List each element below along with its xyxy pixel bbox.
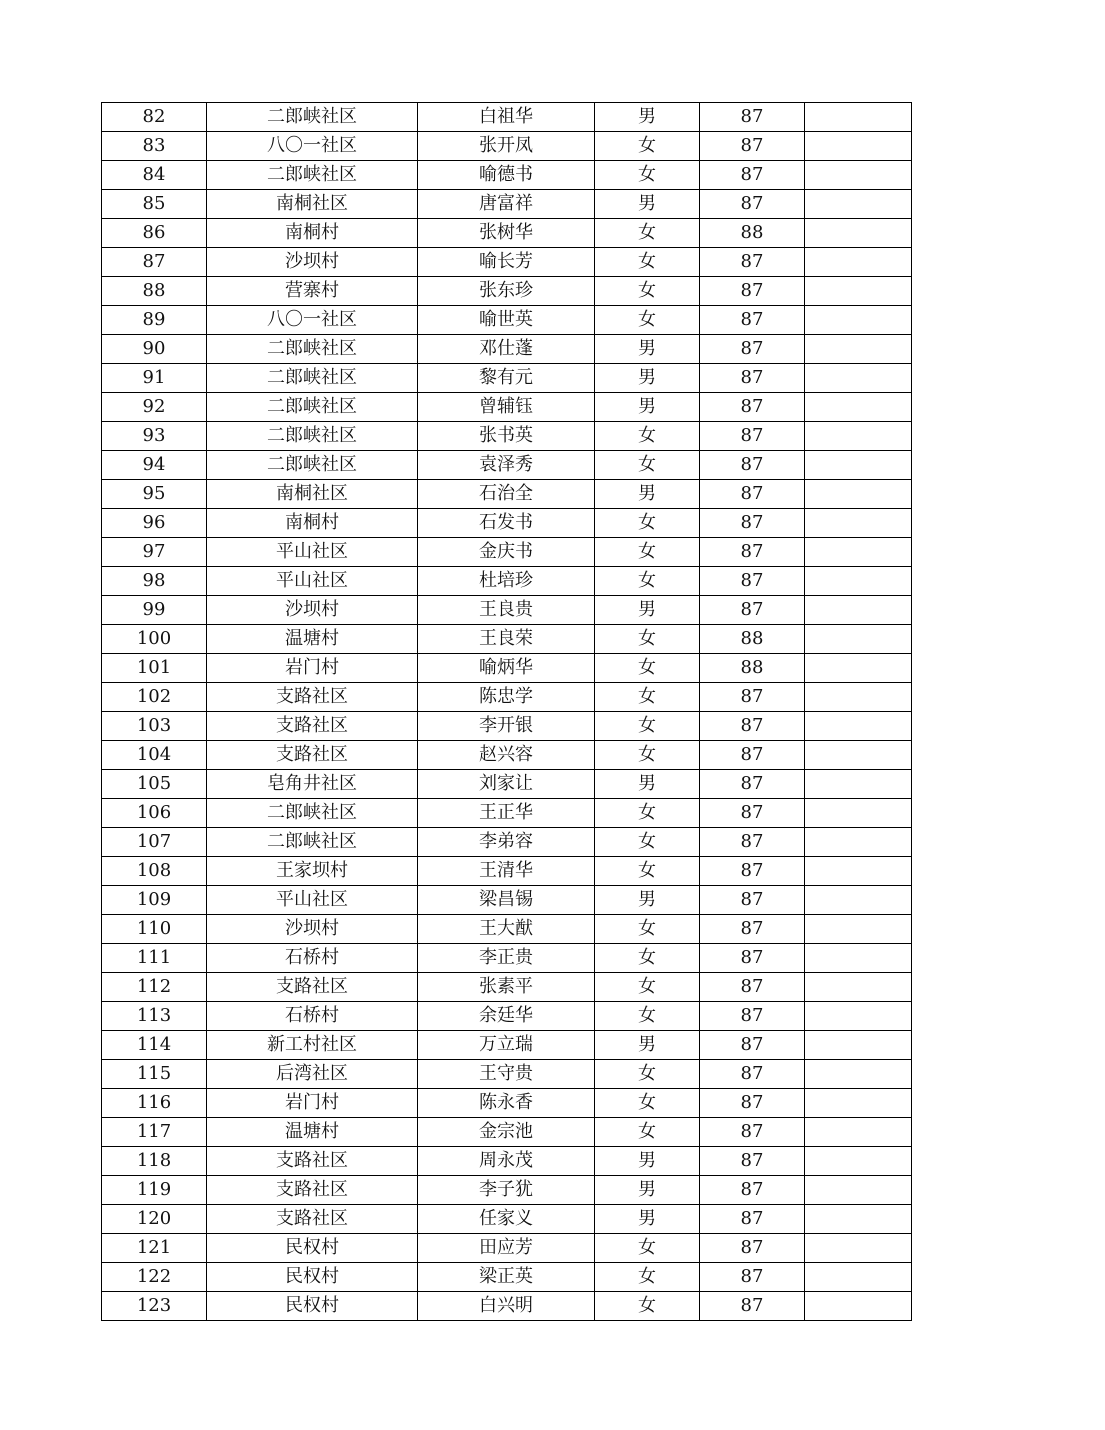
- sex-cell: 女: [595, 1118, 700, 1147]
- age-cell: 87: [700, 973, 805, 1002]
- table-row: [102, 538, 912, 567]
- sex-cell: 男: [595, 886, 700, 915]
- age-cell: 87: [700, 306, 805, 335]
- name-cell: 喻长芳: [418, 248, 595, 277]
- age-cell: 87: [700, 248, 805, 277]
- community-cell: 石桥村: [207, 1002, 418, 1031]
- name-cell: 王良贵: [418, 596, 595, 625]
- age-cell: 87: [700, 1031, 805, 1060]
- sex-cell: 女: [595, 219, 700, 248]
- name-cell: 杜培珍: [418, 567, 595, 596]
- serial-number-cell: 96: [102, 509, 207, 538]
- sex-cell: 女: [595, 248, 700, 277]
- note-cell: [805, 451, 912, 480]
- community-cell: 沙坝村: [207, 596, 418, 625]
- serial-number-cell: 119: [102, 1176, 207, 1205]
- note-cell: [805, 1263, 912, 1292]
- serial-number-cell: 102: [102, 683, 207, 712]
- sex-cell: 女: [595, 538, 700, 567]
- serial-number-cell: 121: [102, 1234, 207, 1263]
- note-cell: [805, 422, 912, 451]
- name-cell: 金庆书: [418, 538, 595, 567]
- name-cell: 陈永香: [418, 1089, 595, 1118]
- name-cell: 李开银: [418, 712, 595, 741]
- note-cell: [805, 190, 912, 219]
- community-cell: 二郎峡社区: [207, 393, 418, 422]
- table-row: [102, 625, 912, 654]
- note-cell: [805, 1234, 912, 1263]
- note-cell: [805, 886, 912, 915]
- table-row: [102, 190, 912, 219]
- sex-cell: 男: [595, 596, 700, 625]
- serial-number-cell: 122: [102, 1263, 207, 1292]
- age-cell: 87: [700, 335, 805, 364]
- community-cell: 平山社区: [207, 538, 418, 567]
- table-row: [102, 219, 912, 248]
- name-cell: 周永茂: [418, 1147, 595, 1176]
- serial-number-cell: 94: [102, 451, 207, 480]
- serial-number-cell: 104: [102, 741, 207, 770]
- sex-cell: 男: [595, 770, 700, 799]
- note-cell: [805, 161, 912, 190]
- table-row: [102, 103, 912, 132]
- table-row: [102, 480, 912, 509]
- table-row: [102, 567, 912, 596]
- sex-cell: 男: [595, 190, 700, 219]
- sex-cell: 女: [595, 451, 700, 480]
- note-cell: [805, 1031, 912, 1060]
- table-row: [102, 857, 912, 886]
- community-cell: 王家坝村: [207, 857, 418, 886]
- age-cell: 87: [700, 944, 805, 973]
- name-cell: 张开凤: [418, 132, 595, 161]
- name-cell: 唐富祥: [418, 190, 595, 219]
- table-row: [102, 422, 912, 451]
- roster-table-body: [102, 103, 912, 1321]
- name-cell: 李弟容: [418, 828, 595, 857]
- sex-cell: 男: [595, 1031, 700, 1060]
- community-cell: 二郎峡社区: [207, 451, 418, 480]
- table-row: [102, 1205, 912, 1234]
- name-cell: 白祖华: [418, 103, 595, 132]
- serial-number-cell: 87: [102, 248, 207, 277]
- table-row: [102, 1002, 912, 1031]
- table-row: [102, 248, 912, 277]
- name-cell: 余廷华: [418, 1002, 595, 1031]
- name-cell: 喻德书: [418, 161, 595, 190]
- serial-number-cell: 111: [102, 944, 207, 973]
- serial-number-cell: 85: [102, 190, 207, 219]
- note-cell: [805, 828, 912, 857]
- age-cell: 87: [700, 567, 805, 596]
- sex-cell: 男: [595, 480, 700, 509]
- community-cell: 支路社区: [207, 741, 418, 770]
- name-cell: 石治全: [418, 480, 595, 509]
- community-cell: 民权村: [207, 1292, 418, 1321]
- table-row: [102, 509, 912, 538]
- community-cell: 沙坝村: [207, 248, 418, 277]
- name-cell: 王清华: [418, 857, 595, 886]
- name-cell: 邓仕蓬: [418, 335, 595, 364]
- age-cell: 87: [700, 770, 805, 799]
- age-cell: 87: [700, 509, 805, 538]
- sex-cell: 女: [595, 1292, 700, 1321]
- table-row: [102, 741, 912, 770]
- sex-cell: 女: [595, 828, 700, 857]
- table-row: [102, 886, 912, 915]
- sex-cell: 女: [595, 1234, 700, 1263]
- age-cell: 87: [700, 538, 805, 567]
- name-cell: 万立瑞: [418, 1031, 595, 1060]
- serial-number-cell: 83: [102, 132, 207, 161]
- age-cell: 87: [700, 1002, 805, 1031]
- age-cell: 88: [700, 625, 805, 654]
- name-cell: 袁泽秀: [418, 451, 595, 480]
- note-cell: [805, 1205, 912, 1234]
- table-row: [102, 1118, 912, 1147]
- sex-cell: 女: [595, 161, 700, 190]
- serial-number-cell: 103: [102, 712, 207, 741]
- age-cell: 87: [700, 799, 805, 828]
- name-cell: 王正华: [418, 799, 595, 828]
- community-cell: 支路社区: [207, 712, 418, 741]
- age-cell: 88: [700, 654, 805, 683]
- sex-cell: 女: [595, 306, 700, 335]
- name-cell: 金宗池: [418, 1118, 595, 1147]
- note-cell: [805, 1002, 912, 1031]
- name-cell: 李正贵: [418, 944, 595, 973]
- serial-number-cell: 99: [102, 596, 207, 625]
- sex-cell: 女: [595, 683, 700, 712]
- serial-number-cell: 98: [102, 567, 207, 596]
- table-row: [102, 799, 912, 828]
- community-cell: 民权村: [207, 1234, 418, 1263]
- note-cell: [805, 132, 912, 161]
- serial-number-cell: 108: [102, 857, 207, 886]
- age-cell: 87: [700, 857, 805, 886]
- sex-cell: 女: [595, 1089, 700, 1118]
- community-cell: 支路社区: [207, 1176, 418, 1205]
- table-row: [102, 277, 912, 306]
- note-cell: [805, 248, 912, 277]
- name-cell: 张素平: [418, 973, 595, 1002]
- table-row: [102, 915, 912, 944]
- community-cell: 温塘村: [207, 1118, 418, 1147]
- age-cell: 87: [700, 422, 805, 451]
- community-cell: 二郎峡社区: [207, 103, 418, 132]
- table-row: [102, 161, 912, 190]
- community-cell: 营寨村: [207, 277, 418, 306]
- note-cell: [805, 973, 912, 1002]
- note-cell: [805, 509, 912, 538]
- table-row: [102, 132, 912, 161]
- sex-cell: 女: [595, 799, 700, 828]
- name-cell: 黎有元: [418, 364, 595, 393]
- note-cell: [805, 770, 912, 799]
- age-cell: 87: [700, 741, 805, 770]
- age-cell: 87: [700, 1263, 805, 1292]
- serial-number-cell: 88: [102, 277, 207, 306]
- name-cell: 张树华: [418, 219, 595, 248]
- community-cell: 二郎峡社区: [207, 161, 418, 190]
- age-cell: 87: [700, 103, 805, 132]
- name-cell: 赵兴容: [418, 741, 595, 770]
- sex-cell: 女: [595, 654, 700, 683]
- name-cell: 田应芳: [418, 1234, 595, 1263]
- table-row: [102, 1176, 912, 1205]
- note-cell: [805, 480, 912, 509]
- serial-number-cell: 89: [102, 306, 207, 335]
- age-cell: 87: [700, 1176, 805, 1205]
- sex-cell: 女: [595, 132, 700, 161]
- table-row: [102, 364, 912, 393]
- serial-number-cell: 92: [102, 393, 207, 422]
- note-cell: [805, 1147, 912, 1176]
- age-cell: 87: [700, 596, 805, 625]
- serial-number-cell: 84: [102, 161, 207, 190]
- name-cell: 陈忠学: [418, 683, 595, 712]
- serial-number-cell: 116: [102, 1089, 207, 1118]
- age-cell: 87: [700, 1147, 805, 1176]
- name-cell: 李子犹: [418, 1176, 595, 1205]
- serial-number-cell: 101: [102, 654, 207, 683]
- age-cell: 88: [700, 219, 805, 248]
- note-cell: [805, 857, 912, 886]
- serial-number-cell: 82: [102, 103, 207, 132]
- note-cell: [805, 741, 912, 770]
- sex-cell: 女: [595, 422, 700, 451]
- sex-cell: 男: [595, 393, 700, 422]
- note-cell: [805, 1176, 912, 1205]
- note-cell: [805, 625, 912, 654]
- sex-cell: 女: [595, 509, 700, 538]
- serial-number-cell: 105: [102, 770, 207, 799]
- sex-cell: 女: [595, 944, 700, 973]
- note-cell: [805, 683, 912, 712]
- table-row: [102, 451, 912, 480]
- serial-number-cell: 113: [102, 1002, 207, 1031]
- community-cell: 南桐社区: [207, 190, 418, 219]
- note-cell: [805, 335, 912, 364]
- community-cell: 南桐村: [207, 219, 418, 248]
- table-row: [102, 1292, 912, 1321]
- serial-number-cell: 86: [102, 219, 207, 248]
- table-row: [102, 306, 912, 335]
- note-cell: [805, 712, 912, 741]
- age-cell: 87: [700, 1234, 805, 1263]
- table-row: [102, 944, 912, 973]
- community-cell: 岩门村: [207, 654, 418, 683]
- community-cell: 支路社区: [207, 1147, 418, 1176]
- community-cell: 皂角井社区: [207, 770, 418, 799]
- name-cell: 任家义: [418, 1205, 595, 1234]
- age-cell: 87: [700, 1060, 805, 1089]
- name-cell: 喻炳华: [418, 654, 595, 683]
- serial-number-cell: 91: [102, 364, 207, 393]
- community-cell: 二郎峡社区: [207, 364, 418, 393]
- sex-cell: 女: [595, 277, 700, 306]
- note-cell: [805, 306, 912, 335]
- community-cell: 支路社区: [207, 973, 418, 1002]
- serial-number-cell: 109: [102, 886, 207, 915]
- sex-cell: 男: [595, 1176, 700, 1205]
- sex-cell: 男: [595, 103, 700, 132]
- age-cell: 87: [700, 132, 805, 161]
- age-cell: 87: [700, 886, 805, 915]
- sex-cell: 女: [595, 741, 700, 770]
- table-row: [102, 828, 912, 857]
- serial-number-cell: 115: [102, 1060, 207, 1089]
- roster-table: [101, 102, 912, 1321]
- age-cell: 87: [700, 451, 805, 480]
- note-cell: [805, 654, 912, 683]
- note-cell: [805, 1089, 912, 1118]
- serial-number-cell: 118: [102, 1147, 207, 1176]
- community-cell: 民权村: [207, 1263, 418, 1292]
- table-row: [102, 683, 912, 712]
- table-row: [102, 973, 912, 1002]
- name-cell: 喻世英: [418, 306, 595, 335]
- sex-cell: 男: [595, 1147, 700, 1176]
- note-cell: [805, 393, 912, 422]
- sex-cell: 女: [595, 712, 700, 741]
- community-cell: 温塘村: [207, 625, 418, 654]
- name-cell: 梁昌锡: [418, 886, 595, 915]
- note-cell: [805, 799, 912, 828]
- table-row: [102, 1060, 912, 1089]
- serial-number-cell: 112: [102, 973, 207, 1002]
- community-cell: 南桐村: [207, 509, 418, 538]
- serial-number-cell: 106: [102, 799, 207, 828]
- community-cell: 平山社区: [207, 886, 418, 915]
- community-cell: 后湾社区: [207, 1060, 418, 1089]
- table-row: [102, 712, 912, 741]
- sex-cell: 女: [595, 857, 700, 886]
- community-cell: 八〇一社区: [207, 132, 418, 161]
- community-cell: 新工村社区: [207, 1031, 418, 1060]
- community-cell: 岩门村: [207, 1089, 418, 1118]
- name-cell: 王良荣: [418, 625, 595, 654]
- community-cell: 沙坝村: [207, 915, 418, 944]
- community-cell: 二郎峡社区: [207, 799, 418, 828]
- serial-number-cell: 97: [102, 538, 207, 567]
- sex-cell: 女: [595, 973, 700, 1002]
- note-cell: [805, 277, 912, 306]
- note-cell: [805, 1118, 912, 1147]
- note-cell: [805, 219, 912, 248]
- name-cell: 张东珍: [418, 277, 595, 306]
- community-cell: 支路社区: [207, 1205, 418, 1234]
- serial-number-cell: 117: [102, 1118, 207, 1147]
- table-row: [102, 335, 912, 364]
- note-cell: [805, 944, 912, 973]
- community-cell: 南桐社区: [207, 480, 418, 509]
- note-cell: [805, 538, 912, 567]
- community-cell: 八〇一社区: [207, 306, 418, 335]
- table-row: [102, 393, 912, 422]
- community-cell: 石桥村: [207, 944, 418, 973]
- serial-number-cell: 100: [102, 625, 207, 654]
- table-row: [102, 770, 912, 799]
- community-cell: 二郎峡社区: [207, 422, 418, 451]
- sex-cell: 女: [595, 1263, 700, 1292]
- name-cell: 王守贵: [418, 1060, 595, 1089]
- name-cell: 刘家让: [418, 770, 595, 799]
- serial-number-cell: 107: [102, 828, 207, 857]
- table-row: [102, 596, 912, 625]
- sex-cell: 男: [595, 1205, 700, 1234]
- name-cell: 梁正英: [418, 1263, 595, 1292]
- table-row: [102, 1147, 912, 1176]
- note-cell: [805, 915, 912, 944]
- age-cell: 87: [700, 915, 805, 944]
- serial-number-cell: 123: [102, 1292, 207, 1321]
- age-cell: 87: [700, 1292, 805, 1321]
- name-cell: 曾辅钰: [418, 393, 595, 422]
- serial-number-cell: 95: [102, 480, 207, 509]
- table-row: [102, 1089, 912, 1118]
- note-cell: [805, 596, 912, 625]
- name-cell: 张书英: [418, 422, 595, 451]
- age-cell: 87: [700, 480, 805, 509]
- table-row: [102, 1234, 912, 1263]
- serial-number-cell: 110: [102, 915, 207, 944]
- sex-cell: 女: [595, 915, 700, 944]
- sex-cell: 女: [595, 567, 700, 596]
- table-row: [102, 1031, 912, 1060]
- age-cell: 87: [700, 190, 805, 219]
- age-cell: 87: [700, 712, 805, 741]
- note-cell: [805, 1292, 912, 1321]
- age-cell: 87: [700, 161, 805, 190]
- name-cell: 白兴明: [418, 1292, 595, 1321]
- age-cell: 87: [700, 1118, 805, 1147]
- community-cell: 二郎峡社区: [207, 335, 418, 364]
- name-cell: 石发书: [418, 509, 595, 538]
- age-cell: 87: [700, 828, 805, 857]
- age-cell: 87: [700, 277, 805, 306]
- note-cell: [805, 1060, 912, 1089]
- name-cell: 王大猷: [418, 915, 595, 944]
- age-cell: 87: [700, 1089, 805, 1118]
- note-cell: [805, 567, 912, 596]
- community-cell: 平山社区: [207, 567, 418, 596]
- age-cell: 87: [700, 364, 805, 393]
- age-cell: 87: [700, 393, 805, 422]
- community-cell: 支路社区: [207, 683, 418, 712]
- serial-number-cell: 120: [102, 1205, 207, 1234]
- table-row: [102, 654, 912, 683]
- note-cell: [805, 103, 912, 132]
- note-cell: [805, 364, 912, 393]
- age-cell: 87: [700, 1205, 805, 1234]
- age-cell: 87: [700, 683, 805, 712]
- sex-cell: 男: [595, 364, 700, 393]
- community-cell: 二郎峡社区: [207, 828, 418, 857]
- sex-cell: 女: [595, 1060, 700, 1089]
- serial-number-cell: 93: [102, 422, 207, 451]
- serial-number-cell: 114: [102, 1031, 207, 1060]
- sex-cell: 男: [595, 335, 700, 364]
- serial-number-cell: 90: [102, 335, 207, 364]
- sex-cell: 女: [595, 1002, 700, 1031]
- table-row: [102, 1263, 912, 1292]
- sex-cell: 女: [595, 625, 700, 654]
